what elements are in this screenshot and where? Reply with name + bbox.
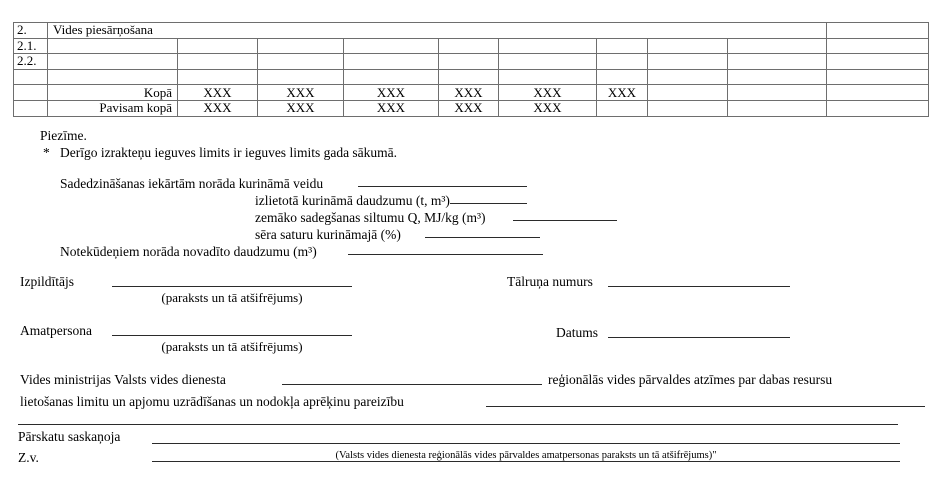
ministry-paragraph-line2: lietošanas limitu un apjomu uzrādīšanas un nodokļa aprēķinu pareizību <box>20 394 404 409</box>
total-value-cell: XXX <box>258 85 344 101</box>
table-cell <box>597 100 648 116</box>
pollution-report-table <box>13 22 929 117</box>
table-cell <box>14 100 48 116</box>
date-label: Datums <box>556 325 598 340</box>
table-cell <box>178 38 258 54</box>
ministry-paragraph-line1-before: Vides ministrijas Valsts vides dienesta <box>20 372 226 387</box>
phone-number-line <box>608 273 790 287</box>
footer-separator-rule <box>18 424 898 425</box>
blank-line-fuel-type <box>358 173 527 187</box>
table-cell <box>597 54 648 70</box>
table-cell <box>827 54 929 70</box>
table-cell <box>344 38 439 54</box>
total-value-cell: XXX <box>439 85 499 101</box>
table-cell <box>499 69 597 85</box>
table-row-section-2 <box>14 23 929 39</box>
table-cell <box>258 69 344 85</box>
table-row-2-1 <box>14 38 929 54</box>
row-number-cell: 2.2. <box>14 54 48 70</box>
date-line <box>608 324 790 338</box>
table-cell <box>14 69 48 85</box>
blank-line-fuel-amount <box>450 190 527 204</box>
signature-caption: (paraksts un tā atšifrējums) <box>161 339 303 354</box>
table-cell <box>648 69 728 85</box>
table-cell <box>48 69 178 85</box>
table-cell <box>48 38 178 54</box>
grand-total-value-cell: XXX <box>178 100 258 116</box>
asterisk-marker: * <box>43 145 50 160</box>
approved-by-label: Pārskatu saskaņoja <box>18 429 121 444</box>
table-row-pavisam-kopa <box>14 100 929 116</box>
seal-label: Z.v. <box>18 450 39 465</box>
row-number-cell: 2.1. <box>14 38 48 54</box>
table-cell <box>648 85 728 101</box>
table-row-2-2 <box>14 54 929 70</box>
table-cell <box>499 38 597 54</box>
table-cell <box>648 38 728 54</box>
note-heading: Piezīme. <box>40 128 87 143</box>
table-cell <box>827 69 929 85</box>
section-title-cell: Vides piesārņošana <box>48 23 827 39</box>
blank-line-sulphur-content <box>425 224 540 238</box>
total-value-cell: XXX <box>499 85 597 101</box>
table-cell <box>258 38 344 54</box>
executor-label: Izpildītājs <box>20 274 74 289</box>
approval-signature-caption: (Valsts vides dienesta reģionālās vides pārvaldes amatpersonas paraksts un tā atšifrējums)" <box>335 450 717 461</box>
table-cell <box>728 85 827 101</box>
table-cell <box>827 100 929 116</box>
grand-total-row-label: Pavisam kopā <box>48 100 178 116</box>
grand-total-value-cell: XXX <box>439 100 499 116</box>
table-cell <box>48 54 178 70</box>
table-cell <box>499 54 597 70</box>
table-cell <box>648 100 728 116</box>
wastewater-instruction-line: Notekūdeņiem norāda novadīto daudzumu (m³) <box>60 244 317 259</box>
official-label: Amatpersona <box>20 323 92 338</box>
grand-total-value-cell: XXX <box>344 100 439 116</box>
correctness-mark-line <box>486 393 925 407</box>
table-cell <box>728 100 827 116</box>
note-text: Derīgo izrakteņu ieguves limits ir ieguves limits gada sākumā. <box>60 145 398 160</box>
grand-total-value-cell: XXX <box>258 100 344 116</box>
table-cell <box>178 54 258 70</box>
signature-caption: (paraksts un tā atšifrējums) <box>161 290 303 305</box>
fuel-instruction-line3: zemāko sadegšanas siltumu Q, MJ/kg (m³) <box>255 210 486 225</box>
table-cell <box>728 69 827 85</box>
ministry-paragraph-line1-after: reģionālās vides pārvaldes atzīmes par dabas resursu <box>548 372 833 387</box>
total-value-cell: XXX <box>597 85 648 101</box>
approved-by-line <box>152 430 900 444</box>
approval-signature-line <box>152 448 900 462</box>
table-row-kopa <box>14 85 929 101</box>
total-row-label: Kopā <box>48 85 178 101</box>
fuel-instruction-line4: sēra saturu kurināmajā (%) <box>255 227 401 242</box>
table-cell <box>728 38 827 54</box>
table-cell <box>344 69 439 85</box>
table-cell <box>14 85 48 101</box>
total-value-cell: XXX <box>178 85 258 101</box>
total-value-cell: XXX <box>344 85 439 101</box>
executor-signature-line <box>112 273 352 287</box>
blank-line-wastewater-amount <box>348 241 543 255</box>
table-cell <box>827 23 929 39</box>
table-cell <box>597 38 648 54</box>
fuel-instruction-line1: Sadedzināšanas iekārtām norāda kurināmā veidu <box>60 176 324 191</box>
table-cell <box>344 54 439 70</box>
table-cell <box>258 54 344 70</box>
phone-number-label: Tālruņa numurs <box>507 274 593 289</box>
fuel-instruction-line2: izlietotā kurināmā daudzumu (t, m³) <box>255 193 450 208</box>
blank-line-heat-value <box>513 207 617 221</box>
table-cell <box>648 54 728 70</box>
table-cell <box>827 38 929 54</box>
table-row-empty <box>14 69 929 85</box>
table-cell <box>728 54 827 70</box>
table-cell <box>827 85 929 101</box>
official-signature-line <box>112 322 352 336</box>
table-cell <box>439 69 499 85</box>
grand-total-value-cell: XXX <box>499 100 597 116</box>
table-cell <box>178 69 258 85</box>
row-number-cell: 2. <box>14 23 48 39</box>
table-cell <box>439 54 499 70</box>
regional-board-name-line <box>282 371 542 385</box>
table-cell <box>439 38 499 54</box>
table-cell <box>597 69 648 85</box>
